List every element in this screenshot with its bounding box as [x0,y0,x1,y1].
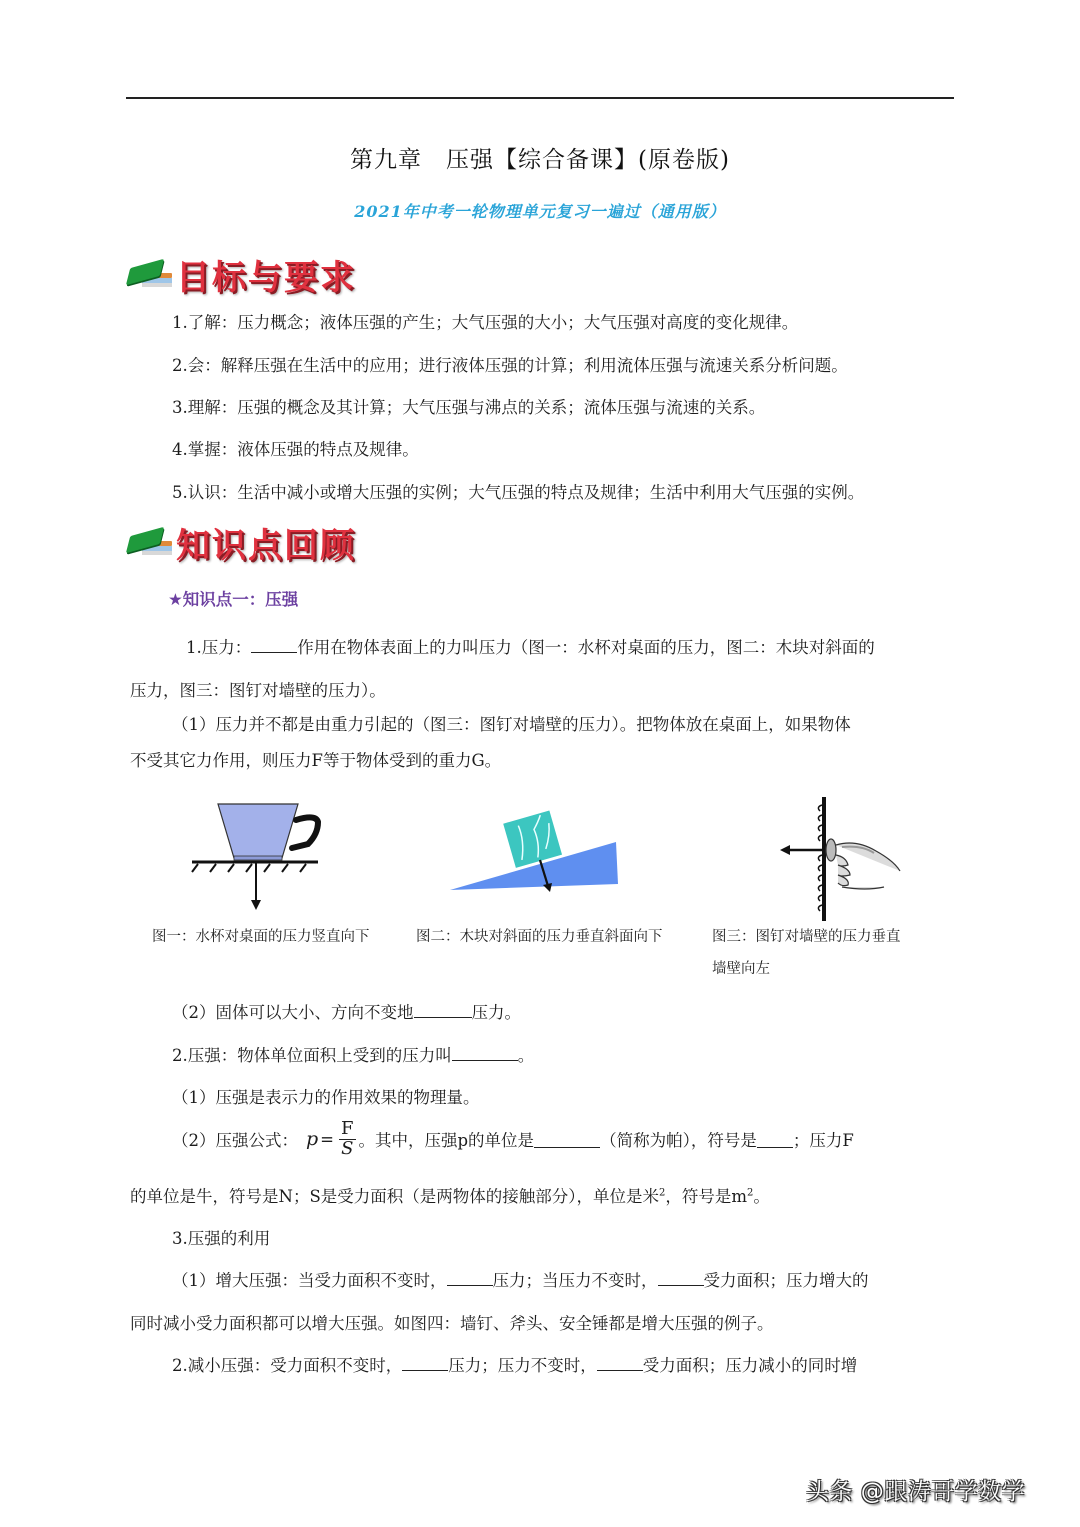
note1-line1: （1）压力并不都是由重力引起的（图三：图钉对墙壁的压力）。把物体放在桌面上，如果物体 [172,715,851,734]
fill-blank[interactable] [658,1269,704,1287]
text: （1）增大压强：当受力面积不变时， [172,1271,447,1290]
pressure-force-line2: 压力，图三：图钉对墙壁的压力）。 [130,681,386,700]
superscript: 2 [747,1187,754,1199]
section-heading-goals [128,252,356,296]
figure-caption-2: 图二：木块对斜面的压力垂直斜面向下 [416,929,663,945]
text: 2.减小压强：受力面积不变时， [172,1356,403,1375]
text: 1.压力： [186,638,252,657]
text: ；压力F [792,1131,854,1151]
note2-line [172,999,521,1023]
superscript: 2 [659,1187,666,1199]
document-subtitle: 2021年中考一轮物理单元复习一遍过（通用版） [354,202,726,221]
fill-blank[interactable] [757,1131,793,1149]
pressure-sub1: （1）压强是表示力的作用效果的物理量。 [172,1088,480,1107]
goal-item: 5.认识：生活中减小或增大压强的实例；大气压强的特点及规律；生活中利用大气压强的实例。 [172,483,865,502]
text: 2.压强：物体单位面积上受到的压力叫 [172,1046,452,1065]
text: 受力面积；压力增大的 [703,1271,869,1290]
section-heading-review [128,520,356,564]
fill-blank[interactable] [402,1354,448,1372]
text: 作用在物体表面上的力叫压力（图一：水杯对桌面的压力，图二：木块对斜面的 [297,638,875,657]
increase-pressure-line1 [172,1267,869,1291]
decrease-pressure-line [172,1352,857,1376]
figure-caption-1: 图一：水杯对桌面的压力竖直向下 [152,929,370,945]
watermark: 头条 @跟涛哥学数学 [806,1479,1026,1505]
header-rule [126,97,954,99]
text: 压力。 [471,1003,521,1022]
book-stack-icon [128,525,172,559]
formula-fraction [339,1120,356,1159]
fill-blank[interactable] [452,1044,518,1062]
text: 压力；当压力不变时， [492,1271,658,1290]
goal-item: 1.了解：压力概念；液体压强的产生；大气压强的大小；大气压强对高度的变化规律。 [172,313,799,332]
text: 的单位是牛，符号是N；S是受力面积（是两物体的接触部分），单位是米 [130,1187,659,1206]
fill-blank[interactable] [251,636,297,654]
cup-on-table-figure [190,800,330,910]
goal-item: 3.理解：压强的概念及其计算；大气压强与沸点的关系；流体压强与流速的关系。 [172,398,766,417]
fill-blank[interactable] [534,1131,600,1149]
formula-p: p [306,1128,319,1151]
fill-blank[interactable] [414,1001,472,1019]
text: 受力面积；压力减小的同时增 [642,1356,858,1375]
formula-eq: = [320,1129,334,1149]
text: （简称为帕），符号是 [600,1131,757,1151]
section-title-goals: 目标与要求 [176,257,356,298]
application-heading: 3.压强的利用 [172,1229,271,1248]
pressure-force-line1 [186,634,875,658]
figure-caption-3-line2: 墙壁向左 [712,961,770,977]
increase-pressure-line2: 同时减小受力面积都可以增大压强。如图四：墙钉、斧头、安全锤都是增大压强的例子。 [130,1314,774,1333]
fill-blank[interactable] [597,1354,643,1372]
fill-blank[interactable] [447,1269,493,1287]
formula-numerator: F [341,1118,354,1139]
text: 。 [753,1187,770,1206]
text: （2）压强公式： [172,1131,298,1151]
goal-item: 2.会：解释压强在生活中的应用；进行液体压强的计算；利用流体压强与流速关系分析问题。 [172,356,848,375]
block-on-incline-figure [448,808,628,894]
thumbtack-on-wall-figure [776,795,906,923]
book-stack-icon [128,257,172,291]
knowledge-point-heading: ★知识点一：压强 [168,590,299,609]
text: 。 [517,1046,535,1065]
formula-denominator: S [341,1137,354,1159]
text: ，符号是m [665,1187,748,1206]
goal-item: 4.掌握：液体压强的特点及规律。 [172,440,419,459]
text: 压力；压力不变时， [448,1356,597,1375]
document-title: 第九章 压强【综合备课】(原卷版) [350,147,730,173]
pressure-units-line [130,1183,770,1207]
text: 。其中，压强p的单位是 [358,1131,535,1151]
section-title-review: 知识点回顾 [176,525,356,566]
pressure-definition [172,1042,534,1066]
pressure-formula-line [172,1120,854,1159]
figure-caption-3-line1: 图三：图钉对墙壁的压力垂直 [712,929,901,945]
note1-line2: 不受其它力作用，则压力F等于物体受到的重力G。 [130,751,502,770]
text: （2）固体可以大小、方向不变地 [172,1003,414,1022]
